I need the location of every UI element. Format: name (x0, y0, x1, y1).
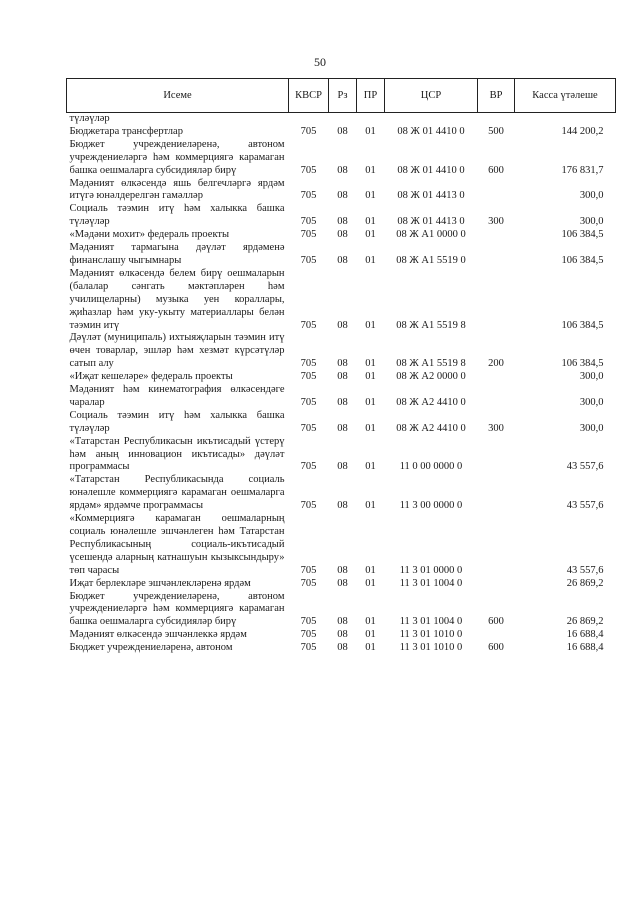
cell-vr: 600 (488, 164, 504, 176)
cell-pr: 01 (365, 358, 376, 370)
table-row (67, 371, 616, 384)
cell-pr: 01 (365, 229, 376, 241)
cell-vr: 600 (488, 642, 504, 654)
table-row (67, 578, 616, 591)
cell-rz (329, 113, 357, 126)
cell-kvsr: 705 (300, 190, 317, 202)
cell-rz: 08 (337, 254, 348, 266)
cell-kassa: 43 557,6 (566, 461, 604, 473)
cell-csr: 08 Ж А1 0000 0 (396, 229, 466, 241)
cell-name: «Иҗат кешеләре» федераль проекты (69, 371, 233, 383)
cell-kassa: 300,0 (579, 190, 604, 202)
cell-vr (478, 513, 515, 578)
cell-kvsr: 705 (300, 564, 317, 576)
table-row (67, 629, 616, 642)
cell-csr: 11 3 01 1010 0 (399, 642, 463, 654)
cell-kvsr: 705 (300, 125, 317, 137)
cell-csr: 08 Ж А2 4410 0 (396, 422, 466, 434)
cell-kassa (515, 113, 616, 126)
cell-csr: 08 Ж 01 4413 0 (397, 216, 465, 228)
cell-rz: 08 (337, 616, 348, 628)
cell-csr: 08 Ж 01 4413 0 (397, 190, 465, 202)
cell-kassa: 26 869,2 (566, 577, 604, 589)
cell-csr: 11 3 00 0000 0 (399, 500, 463, 512)
cell-pr: 01 (365, 577, 376, 589)
cell-kvsr: 705 (300, 577, 317, 589)
header-rz: Рз (329, 79, 357, 113)
cell-pr: 01 (365, 254, 376, 266)
cell-vr (478, 242, 515, 268)
cell-csr: 11 3 01 0000 0 (399, 564, 463, 576)
cell-kassa: 176 831,7 (561, 164, 604, 176)
cell-vr (478, 268, 515, 333)
cell-kassa: 300,0 (579, 371, 604, 383)
cell-kassa: 43 557,6 (566, 500, 604, 512)
cell-name: түләүләр (69, 113, 110, 124)
cell-name: «Мәдәни мохит» федераль проекты (69, 229, 230, 241)
table-row (67, 113, 616, 126)
cell-vr: 600 (488, 616, 504, 628)
cell-rz: 08 (337, 371, 348, 383)
cell-kassa: 300,0 (579, 422, 604, 434)
cell-pr: 01 (365, 461, 376, 473)
cell-rz: 08 (337, 396, 348, 408)
cell-pr: 01 (365, 319, 376, 331)
cell-rz: 08 (337, 216, 348, 228)
table-row (67, 229, 616, 242)
cell-name: Дәүләт (муниципаль) ихтыяҗларын тәэмин итү өчен товарлар, эшләр һәм хезмәт күрсәтүләр сатып алу (69, 332, 285, 370)
cell-csr: 11 3 01 1010 0 (399, 629, 463, 641)
table-row (67, 436, 616, 475)
cell-vr (478, 474, 515, 513)
cell-kvsr: 705 (300, 642, 317, 654)
cell-csr: 11 3 01 1004 0 (399, 577, 463, 589)
cell-csr: 08 Ж А1 5519 8 (396, 319, 466, 331)
cell-name: Социаль тәэмин итү һәм халыкка башка түләүләр (69, 203, 285, 228)
cell-name: Мәдәният тармагына дәүләт ярдәменә финанслашу чыгымнары (69, 242, 285, 266)
cell-kvsr: 705 (300, 319, 317, 331)
cell-kvsr: 705 (300, 371, 317, 383)
cell-vr (478, 578, 515, 591)
cell-vr (478, 113, 515, 126)
cell-vr (478, 436, 515, 475)
header-kvsr: КВСР (289, 79, 329, 113)
cell-vr: 500 (488, 125, 504, 137)
cell-rz: 08 (337, 500, 348, 512)
cell-rz: 08 (337, 422, 348, 434)
cell-pr: 01 (365, 164, 376, 176)
cell-kassa: 16 688,4 (566, 629, 604, 641)
cell-kassa: 300,0 (579, 216, 604, 228)
cell-kassa: 300,0 (579, 396, 604, 408)
cell-rz: 08 (337, 461, 348, 473)
cell-kassa: 106 384,5 (561, 319, 604, 331)
cell-name: Мәдәният һәм кинематография өлкәсендәге чаралар (69, 384, 285, 408)
cell-vr (478, 371, 515, 384)
cell-vr (478, 178, 515, 204)
cell-kassa: 106 384,5 (561, 254, 604, 266)
cell-kvsr: 705 (300, 461, 317, 473)
cell-pr: 01 (365, 216, 376, 228)
table-row (67, 384, 616, 410)
cell-name: Бюджет учреждениеләренә, автоном учреждениеләргә һәм коммерциягә карамаган башка оешмаларга субсидияләр бирү (69, 590, 285, 628)
cell-csr: 11 0 00 0000 0 (399, 461, 463, 473)
cell-rz: 08 (337, 642, 348, 654)
cell-name: Бюджетара трансфертлар (69, 125, 183, 137)
cell-kvsr: 705 (300, 254, 317, 266)
table-row (67, 474, 616, 513)
cell-kassa: 26 869,2 (566, 616, 604, 628)
cell-vr: 200 (488, 358, 504, 370)
cell-vr: 300 (488, 422, 504, 434)
cell-pr: 01 (365, 629, 376, 641)
cell-pr: 01 (365, 616, 376, 628)
table-row (67, 332, 616, 371)
cell-pr: 01 (365, 396, 376, 408)
cell-name: Мәдәният өлкәсендә яшь белгечләргә ярдәм итүгә юнәлдерелгән гамәлләр (69, 177, 285, 202)
cell-kvsr: 705 (300, 229, 317, 241)
cell-vr (478, 229, 515, 242)
cell-csr: 08 Ж А1 5519 0 (396, 254, 466, 266)
cell-csr: 08 Ж А1 5519 8 (396, 358, 466, 370)
cell-kvsr: 705 (300, 396, 317, 408)
cell-csr (385, 113, 478, 126)
cell-kvsr: 705 (300, 358, 317, 370)
cell-name: Иҗат берлекләре эшчәнлекләренә ярдәм (69, 577, 251, 589)
cell-rz: 08 (337, 319, 348, 331)
table-row (67, 513, 616, 578)
cell-kvsr: 705 (300, 422, 317, 434)
cell-csr: 11 3 01 1004 0 (399, 616, 463, 628)
budget-table (66, 78, 616, 655)
page-number: 50 (314, 55, 326, 69)
cell-name: «Татарстан Республикасында социаль юнәлешле коммерциягә карамаган оешмаларга ярдәм» ярдәмче программасы (69, 474, 285, 512)
cell-rz: 08 (337, 229, 348, 241)
cell-name: Бюджет учреждениеләренә, автоном (69, 642, 233, 654)
cell-vr (478, 629, 515, 642)
cell-pr: 01 (365, 642, 376, 654)
table-header-row (67, 79, 616, 113)
table-row (67, 126, 616, 139)
cell-pr: 01 (365, 371, 376, 383)
cell-rz: 08 (337, 564, 348, 576)
cell-csr: 08 Ж А2 4410 0 (396, 396, 466, 408)
table-row (67, 642, 616, 655)
header-name: Исеме (67, 79, 289, 113)
cell-name: «Татарстан Республикасын икътисадый үстерү һәм аның инновацион икътисады» дәүләт программасы (69, 435, 285, 473)
cell-kassa: 106 384,5 (561, 229, 604, 241)
cell-pr: 01 (365, 422, 376, 434)
cell-csr: 08 Ж 01 4410 0 (397, 164, 465, 176)
cell-csr: 08 Ж А2 0000 0 (396, 371, 466, 383)
table-row (67, 203, 616, 229)
cell-rz: 08 (337, 358, 348, 370)
cell-rz: 08 (337, 190, 348, 202)
cell-rz: 08 (337, 577, 348, 589)
header-kassa: Касса үтәлеше (515, 79, 616, 113)
cell-kassa: 144 200,2 (561, 125, 604, 137)
cell-name: Мәдәният өлкәсендә эшчәнлеккә ярдәм (69, 629, 247, 641)
table-row (67, 591, 616, 630)
table-row (67, 268, 616, 333)
cell-kassa: 16 688,4 (566, 642, 604, 654)
cell-pr (357, 113, 385, 126)
header-pr: ПР (357, 79, 385, 113)
header-vr: ВР (478, 79, 515, 113)
cell-vr (478, 384, 515, 410)
table-row (67, 242, 616, 268)
cell-kassa: 106 384,5 (561, 358, 604, 370)
cell-rz: 08 (337, 164, 348, 176)
cell-pr: 01 (365, 564, 376, 576)
cell-kvsr: 705 (300, 216, 317, 228)
cell-vr: 300 (488, 216, 504, 228)
cell-name: Мәдәният өлкәсендә белем бирү оешмаларын (балалар сәнгать мәктәпләрен һәм училищеларны) музыка уен кораллары, җиһазлар һәм уку-укыту материаллары белән тәэмин итү (69, 267, 285, 331)
table-row (67, 178, 616, 204)
table-row (67, 410, 616, 436)
cell-rz: 08 (337, 629, 348, 641)
cell-rz: 08 (337, 125, 348, 137)
cell-pr: 01 (365, 125, 376, 137)
cell-pr: 01 (365, 190, 376, 202)
cell-csr: 08 Ж 01 4410 0 (397, 125, 465, 137)
cell-pr: 01 (365, 500, 376, 512)
cell-kvsr: 705 (300, 500, 317, 512)
cell-kassa: 43 557,6 (566, 564, 604, 576)
cell-name: «Коммерциягә карамаган оешмаларның социаль юнәлешле эшчәнлеген һәм Татарстан Республикасының социаль-икътисадый үсешендә аларның катнашуын кызыксындыру» төп чарасы (69, 513, 285, 576)
cell-kvsr (289, 113, 329, 126)
cell-kvsr: 705 (300, 164, 317, 176)
cell-name: Бюджет учреждениеләренә, автоном учреждениеләргә һәм коммерциягә карамаган башка оешмаларга субсидияләр бирү (69, 138, 285, 176)
cell-kvsr: 705 (300, 629, 317, 641)
table-row (67, 139, 616, 178)
header-csr: ЦСР (385, 79, 478, 113)
cell-kvsr: 705 (300, 616, 317, 628)
cell-name: Социаль тәэмин итү һәм халыкка башка түләүләр (69, 409, 285, 434)
